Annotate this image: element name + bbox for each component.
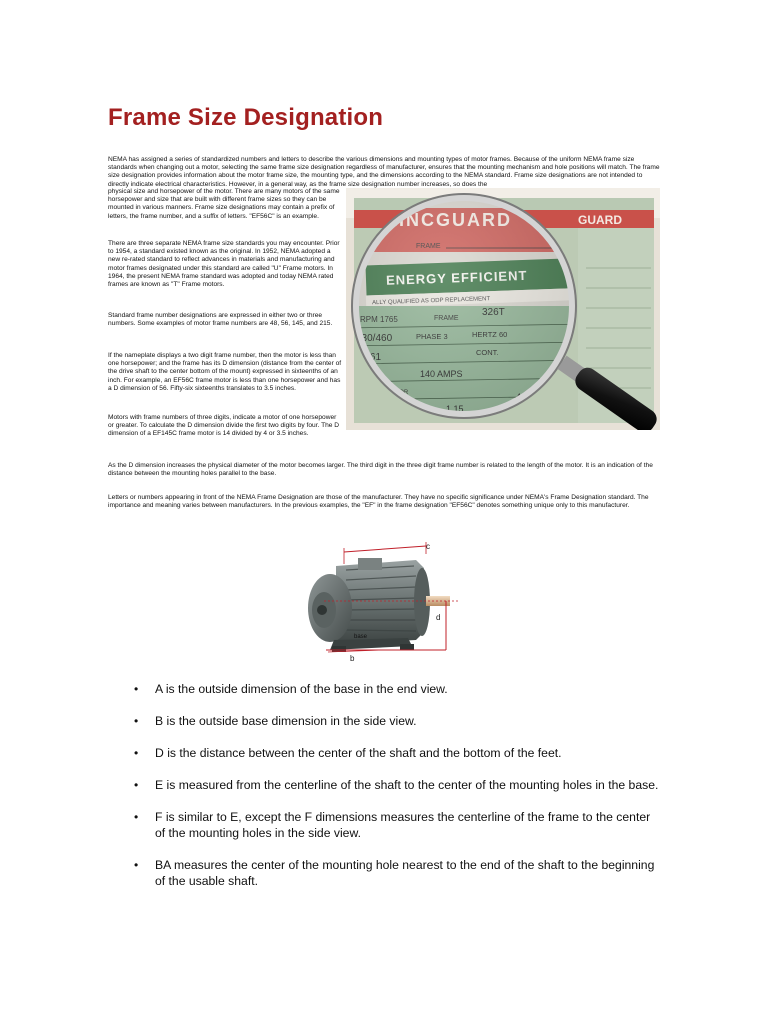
paragraph-three-digit: Motors with frame numbers of three digits, indicate a motor of one horsepower or greater. To calculate the D dimension divide the first two digits by four. The D dimension of a EF145C frame motor is 14 divided by 4 or 3.5 inches. (108, 414, 340, 438)
dimension-label-b: b (350, 654, 355, 663)
list-item-text: D is the distance between the center of the shaft and the bottom of the feet. (155, 746, 562, 761)
dimension-label-d: d (436, 613, 441, 622)
bullet-icon: • (134, 682, 139, 696)
paragraph-intro-top: NEMA has assigned a series of standardized numbers and letters to describe the various dimensions and mounting types of motor frames. Because of the uniform NEMA frame size standards when changing out a motor, selecting the same frame size designation regardless of manufacturer, ensures that the mounting mechanism and hole positions will match. The frame size designation provides information about the motor frame size, the mounting type, and the dimensions according to the NEMA standard. Frame size designations are not intended to directly indicate electrical characteristics. However, in a general way, as the frame size designation number increases, so does the (108, 156, 660, 188)
page-title: Frame Size Designation (108, 104, 384, 131)
paragraph-frame-standards: There are three separate NEMA frame size standards you may encounter. Prior to 1954, a standard existed known as the original. In 1952, NEMA adopted a new re-rated standard to reflect advances in materials and manufacturing and motor frames designated under this standard are called "U" Frame motors. In 1964, the present NEMA frame standard was adopted and today NEMA rated frames are known as "T" Frame motors. (108, 240, 340, 289)
bullet-icon: • (134, 778, 139, 793)
list-item (110, 778, 662, 794)
paragraph-d-dimension: As the D dimension increases the physical diameter of the motor becomes larger. The third digit in the three digit frame number is related to the length of the motor. It is an indication of the distance between the mounting holes parallel to the base. (108, 462, 653, 478)
bullet-icon: • (134, 714, 139, 729)
paragraph-frame-numbers: Standard frame number designations are expressed in either two or three numbers. Some examples of motor frame numbers are 48, 56, 145, and 215. (108, 312, 333, 328)
nameplate-illustration (346, 188, 660, 430)
dimension-definition-list (110, 682, 662, 906)
dimension-label-c: c (426, 542, 430, 551)
list-item (110, 746, 662, 762)
nameplate-brand-text-tail: GUARD (578, 213, 622, 227)
paragraph-two-digit: If the nameplate displays a two digit frame number, then the motor is less than one horsepower; and the frame has its D dimension (distance from the center of the drive shaft to the center bottom of the mount) expressed in sixteenths of an inch. For example, an EF56C frame motor is less than one horsepower and has a D dimension of 56. Fifty-six sixteenths translates to 3.5 inches. (108, 352, 342, 392)
list-item-text: F is similar to E, except the F dimensions measures the centerline of the frame to the center of the mounting holes in the side view. (155, 810, 651, 840)
list-item-text: E is measured from the centerline of the shaft to the center of the mounting holes in the base. (155, 778, 659, 793)
list-item (110, 858, 662, 889)
motor-illustration (296, 540, 460, 664)
nameplate-magnifier-image (346, 188, 660, 430)
list-item-text: B is the outside base dimension in the side view. (155, 714, 417, 729)
bullet-icon: • (134, 858, 139, 873)
list-item-text: BA measures the center of the mounting hole nearest to the end of the shaft to the beginning of the usable shaft. (155, 858, 655, 888)
bullet-icon: • (134, 746, 139, 761)
list-item (110, 714, 662, 730)
list-item-text: A is the outside dimension of the base in the end view. (155, 682, 448, 696)
paragraph-manufacturer-letters: Letters or numbers appearing in front of the NEMA Frame Designation are those of the manufacturer. They have no specific significance under NEMA's Frame Designation standard. The importance and meaning varies between manufacturers. In the previous examples, the "EF" in the frame designation "EF56C" denotes something unique only to this manufacturer. (108, 494, 649, 510)
list-item (110, 682, 662, 698)
list-item (110, 810, 662, 841)
dimension-label-base: base (354, 634, 368, 640)
paragraph-intro-left: physical size and horsepower of the motor. There are many motors of the same horsepower and size that are built with different frame sizes so they can be mounted in various manners. Frame size designations may contain a prefix of letters, the frame number, and a suffix of letters. "EF56C" is an example. (108, 188, 340, 220)
bullet-icon: • (134, 810, 139, 825)
motor-dimension-diagram (296, 540, 460, 664)
